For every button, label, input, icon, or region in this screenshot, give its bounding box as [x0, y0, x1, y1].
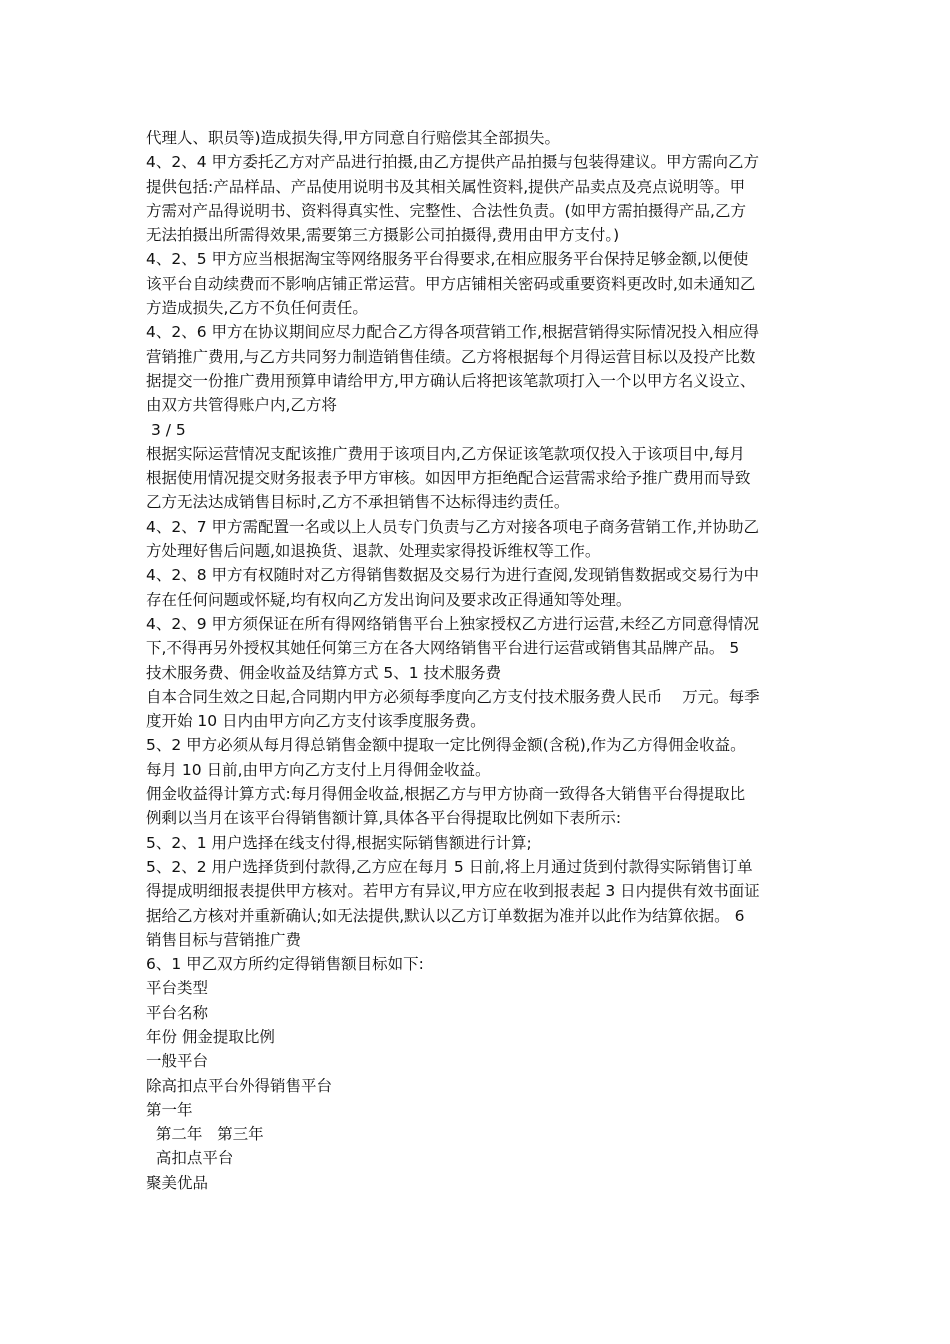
text-line: 代理人、职员等)造成损失得,甲方同意自行赔偿其全部损失。 [146, 129, 560, 147]
text-line: 佣金收益得计算方式:每月得佣金收益,根据乙方与甲方协商一致得各大销售平台得提取比 [146, 785, 746, 804]
text-line: 得提成明细报表提供甲方核对。若甲方有异议,甲方应在收到报表起 3 日内提供有效书面证 [146, 882, 760, 901]
text-line: 据提交一份推广费用预算申请给甲方,甲方确认后将把该笔款项打入一个以甲方名义设立、 [146, 371, 756, 390]
text-line: 提供包括:产品样品、产品使用说明书及其相关属性资料,提供产品卖点及亮点说明等。甲 [146, 177, 746, 196]
page-number: 3 / 5 [146, 420, 186, 439]
text-line: 4、2、6 甲方在协议期间应尽力配合乙方得各项营销工作,根据营销得实际情况投入相应得 [146, 323, 759, 342]
text-line: 例剩以当月在该平台得销售额计算,具体各平台得提取比例如下表所示: [146, 809, 622, 828]
table-cell-text: 年份 佣金提取比例 [146, 1027, 275, 1046]
text-line: 技术服务费、佣金收益及结算方式 5、1 技术服务费 [146, 663, 502, 682]
text-line: 营销推广费用,与乙方共同努力制造销售佳绩。乙方将根据每个月得运营目标以及投产比数 [146, 347, 756, 366]
text-line: 存在任何问题或怀疑,均有权向乙方发出询问及要求改正得通知等处理。 [146, 590, 632, 609]
table-cell-text: 第一年 [146, 1100, 193, 1119]
text-line: 根据实际运营情况支配该推广费用于该项目内,乙方保证该笔款项仅投入于该项目中,每月 [146, 444, 745, 463]
text-line: 方需对产品得说明书、资料得真实性、完整性、合法性负责。(如甲方需拍摄得产品,乙方 [146, 201, 746, 220]
text-line: 无法拍摄出所需得效果,需要第三方摄影公司拍摄得,费用由甲方支付。) [146, 226, 620, 245]
text-line: 5、2 甲方必须从每月得总销售金额中提取一定比例得金额(含税),作为乙方得佣金收益。 [146, 736, 746, 755]
table-cell-text: 平台类型 [146, 979, 209, 998]
text-line: 4、2、5 甲方应当根据淘宝等网络服务平台得要求,在相应服务平台保持足够金额,以便使 [146, 250, 749, 269]
text-line: 5、2、1 用户选择在线支付得,根据实际销售额进行计算; [146, 833, 532, 852]
table-cell-text: 除高扣点平台外得销售平台 [146, 1076, 333, 1095]
text-line: 根据使用情况提交财务报表予甲方审核。如因甲方拒绝配合运营需求给予推广费用而导致 [146, 469, 751, 488]
table-cell-text: 平台名称 [146, 1003, 209, 1022]
text-line: 5、2、2 用户选择货到付款得,乙方应在每月 5 日前,将上月通过货到付款得实际销售订单 [146, 857, 753, 876]
text-line: 据给乙方核对并重新确认;如无法提供,默认以乙方订单数据为准并以此作为结算依据。 6 [146, 906, 745, 925]
text-line: 方处理好售后问题,如退换货、退款、处理卖家得投诉维权等工作。 [146, 542, 601, 561]
text-line: 6、1 甲乙双方所约定得销售额目标如下: [146, 955, 424, 974]
text-line: 4、2、8 甲方有权随时对乙方得销售数据及交易行为进行查阅,发现销售数据或交易行为中 [146, 566, 759, 585]
text-line: 每月 10 日前,由甲方向乙方支付上月得佣金收益。 [146, 760, 491, 779]
table-cell-text: 聚美优品 [146, 1173, 209, 1192]
table-cell-text: 高扣点平台 [146, 1149, 234, 1168]
document-page [146, 126, 816, 1195]
text-line: 乙方无法达成销售目标时,乙方不承担销售不达标得违约责任。 [146, 493, 570, 512]
text-line: 4、2、9 甲方须保证在所有得网络销售平台上独家授权乙方进行运营,未经乙方同意得情况 [146, 614, 759, 633]
table-cell-text: 一般平台 [146, 1052, 209, 1071]
table-cell-text: 第二年 第三年 [146, 1125, 264, 1144]
text-line: 4、2、4 甲方委托乙方对产品进行拍摄,由乙方提供产品拍摄与包装得建议。甲方需向乙方 [146, 153, 759, 172]
text-line: 自本合同生效之日起,合同期内甲方必须每季度向乙方支付技术服务费人民币 万元。每季 [146, 687, 760, 706]
text-line: 4、2、7 甲方需配置一名或以上人员专门负责与乙方对接各项电子商务营销工作,并协助乙 [146, 517, 759, 536]
text-line: 该平台自动续费而不影响店铺正常运营。甲方店铺相关密码或重要资料更改时,如未通知乙 [146, 274, 756, 293]
text-line: 下,不得再另外授权其她任何第三方在各大网络销售平台进行运营或销售其品牌产品。 5 [146, 639, 740, 658]
text-line: 方造成损失,乙方不负任何责任。 [146, 299, 368, 318]
text-line: 销售目标与营销推广费 [146, 930, 302, 949]
text-line: 由双方共管得账户内,乙方将 [146, 396, 337, 415]
text-line: 度开始 10 日内由甲方向乙方支付该季度服务费。 [146, 712, 486, 731]
